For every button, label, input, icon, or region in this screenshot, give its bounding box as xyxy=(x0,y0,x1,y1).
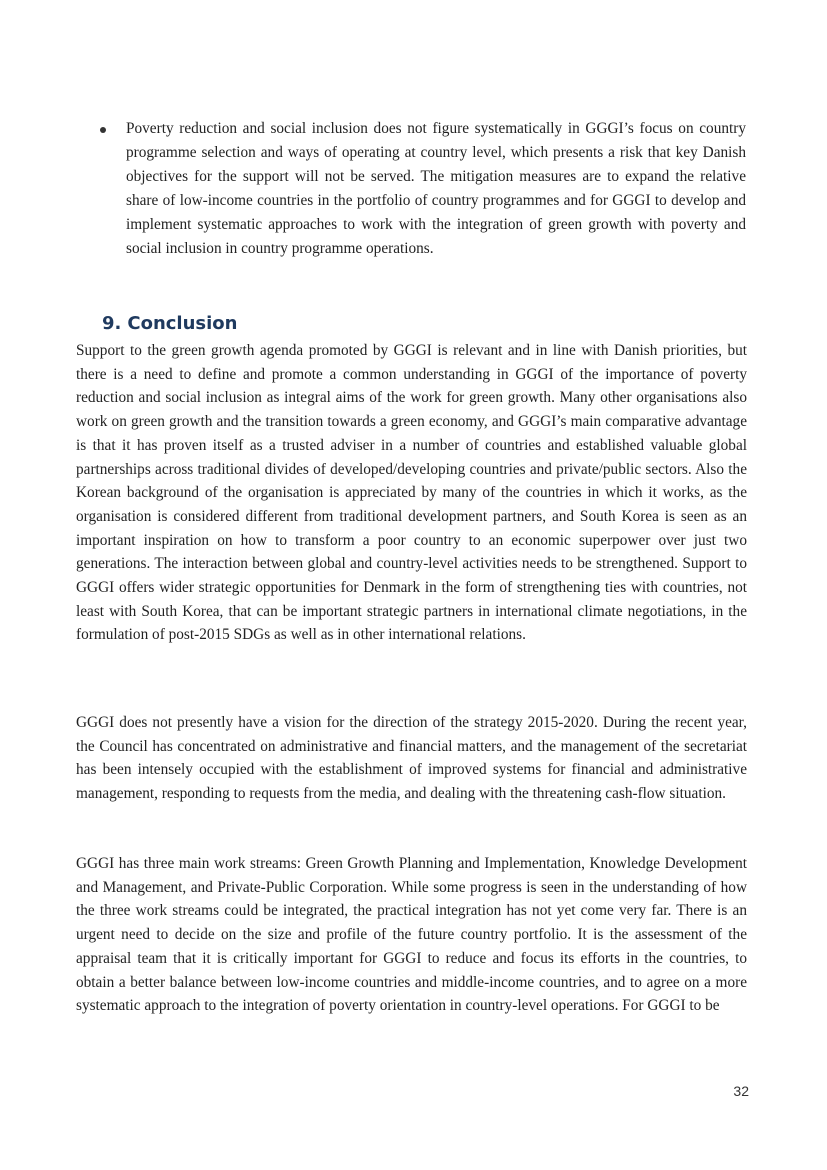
bullet-dot-icon xyxy=(100,127,106,133)
section-number: 9. xyxy=(102,313,122,334)
paragraph-2: GGGI does not presently have a vision for the direction of the strategy 2015-2020. During the recent year, the Council has concentrated on administrative and financial matters, and the management of the secretariat has been intensely occupied with the establishment of improved systems for financial and administrative management, responding to requests from the media, and dealing with the threatening cash-flow situation. xyxy=(76,714,747,803)
paragraph-3: GGGI has three main work streams: Green Growth Planning and Implementation, Knowledge Development and Management, and Private-Public Corporation. While some progress is seen in the understanding of how the three work streams could be integrated, the practical integration has not yet come very far. There is an urgent need to decide on the size and profile of the future country portfolio. It is the assessment of the appraisal team that it is critically important for GGGI to reduce and focus its efforts in the countries, to obtain a better balance between low-income countries and middle-income countries, and to agree on a more systematic approach to the integration of poverty orientation in country-level operations. For GGGI to be xyxy=(76,855,747,1015)
bullet-item xyxy=(100,117,746,261)
section-heading xyxy=(102,313,237,334)
page-number: 32 xyxy=(733,1083,749,1099)
bullet-text: Poverty reduction and social inclusion does not figure systematically in GGGI’s focus on country programme selection and ways of operating at country level, which presents a risk that key Danish objectives for the support will not be served. The mitigation measures are to expand the relative share of low-income countries in the portfolio of country programmes and for GGGI to develop and implement systematic approaches to work with the integration of green growth with poverty and social inclusion in country programme operations. xyxy=(126,120,746,257)
section-title: Conclusion xyxy=(127,313,238,334)
paragraph-1: Support to the green growth agenda promoted by GGGI is relevant and in line with Danish priorities, but there is a need to define and promote a common understanding in GGGI of the importance of poverty reduction and social inclusion as integral aims of the work for green growth. Many other organisations also work on green growth and the transition towards a green economy, and GGGI’s main comparative advantage is that it has proven itself as a trusted adviser in a number of countries and established valuable global partnerships across traditional divides of developed/developing countries and private/public sectors. Also the Korean background of the organisation is appreciated by many of the countries in which it works, as the organisation is considered different from traditional development partners, and South Korea is seen as an important inspiration on how to transform a poor country to an economic superpower over just two generations. The interaction between global and country-level activities needs to be strengthened. Support to GGGI offers wider strategic opportunities for Denmark in the form of strengthening ties with countries, not least with South Korea, that can be important strategic partners in international climate negotiations, in the formulation of post-2015 SDGs as well as in other international relations. xyxy=(76,342,747,644)
